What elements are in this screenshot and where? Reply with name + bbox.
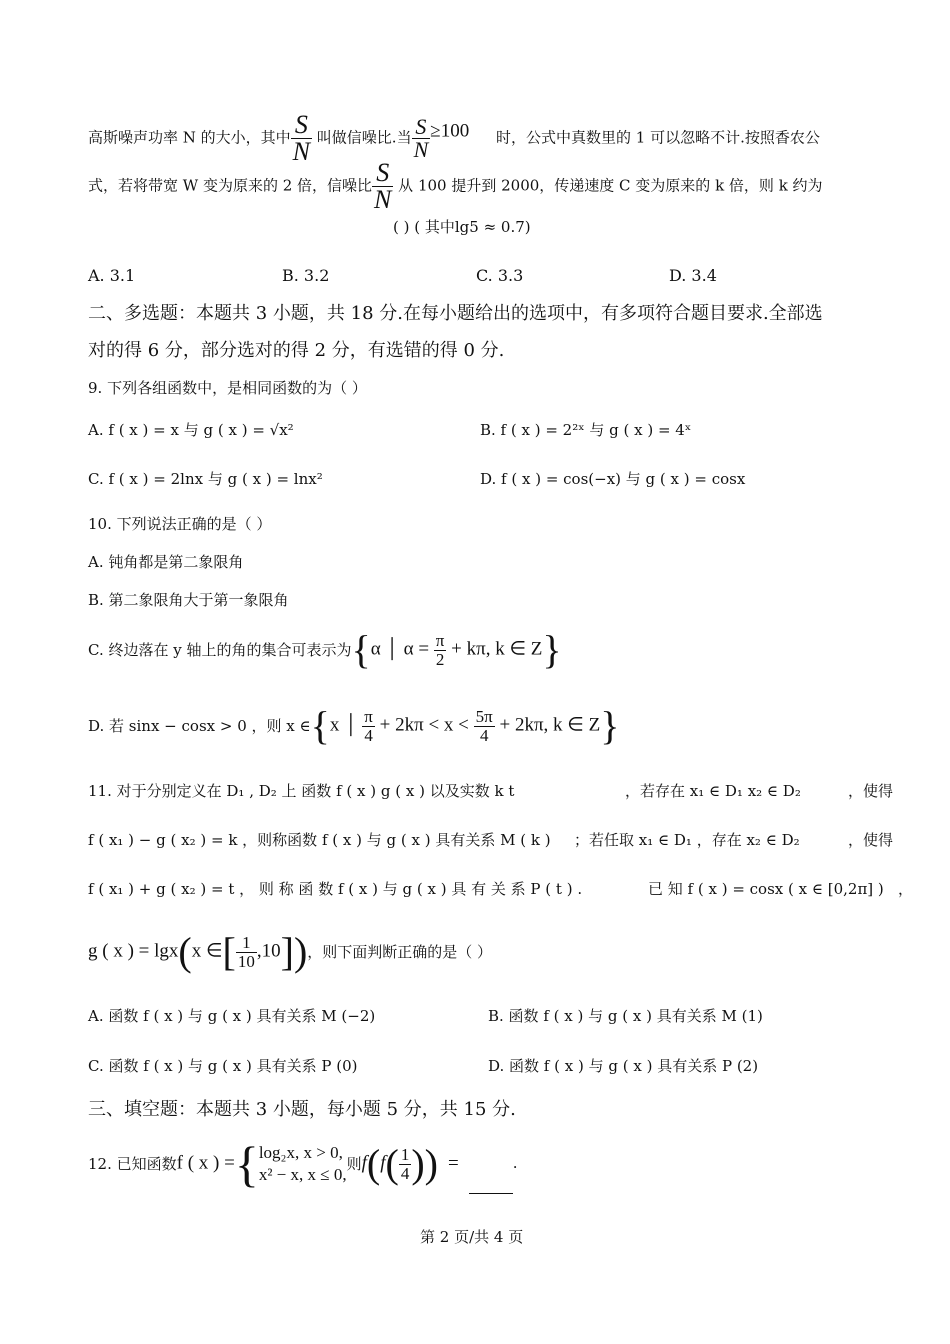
q8-line1: [88, 112, 820, 165]
q11-domain-end: ,10: [256, 940, 281, 962]
pi-over-4: $\frac{\pi}{4}$: [364, 706, 373, 745]
q11-option-b: B. 函数 f ( x ) 与 g ( x ) 具有关系 M (1): [488, 1007, 763, 1025]
q11-line3-a: f ( x₁ ) + g ( x₂ ) = t ， 则 称 函 数 f ( x ) 与 g ( x ) 具 有 关 系 P ( t ) .: [88, 880, 583, 898]
q10-d-mid: + 2kπ < x <: [374, 714, 474, 736]
q8-option-c: C. 3.3: [476, 266, 524, 285]
q12-end: .: [512, 1154, 518, 1172]
q12-case2: x² − x, x ≤ 0,: [258, 1165, 347, 1184]
snr-condition: ≥100: [430, 120, 470, 142]
q11-line1-c: ，使得: [848, 782, 894, 800]
section2-heading-line2: 对的得 6 分，部分选对的得 2 分，有选错的得 0 分.: [88, 340, 505, 361]
q11-line4-tail: ，则下面判断正确的是（ ）: [307, 943, 493, 961]
q9-option-c: C. f ( x ) = 2lnx 与 g ( x ) = lnx²: [88, 470, 323, 488]
q11-line2-b: ；若任取 x₁ ∈ D₁ ，存在 x₂ ∈ D₂: [574, 831, 800, 849]
q10-option-d: D. 若 sinx − cosx > 0 ，则 x ∈{x │ $\frac{\pi}{4}$ + 2kπ < x < $\frac{5\pi}{4}$ + 2kπ, k ∈ Z}: [88, 703, 620, 748]
q10-option-b: B. 第二象限角大于第一象限角: [88, 591, 289, 609]
q11-option-a: A. 函数 f ( x ) 与 g ( x ) 具有关系 M (−2): [88, 1007, 376, 1025]
q8-option-a: A. 3.1: [88, 266, 136, 285]
page-footer: 第 2 页/共 4 页: [420, 1228, 524, 1246]
q8-option-d: D. 3.4: [669, 266, 717, 285]
q10-option-c-text: C. 终边落在 y 轴上的角的集合可表示为: [88, 641, 352, 659]
q8-line3: ( ) ( 其中lg5 ≈ 0.7): [393, 218, 531, 236]
q8-line2-a: 式，若将带宽 W 变为原来的 2 倍，信噪比: [88, 176, 373, 195]
q8-line1-a: 高斯噪声功率 N 的大小，其中: [88, 128, 291, 147]
q11-option-c: C. 函数 f ( x ) 与 g ( x ) 具有关系 P (0): [88, 1057, 358, 1075]
q10-d-rest: + 2kπ, k ∈ Z: [494, 714, 601, 736]
snr-fraction: $\frac{S}{N}$: [292, 110, 311, 166]
q8-line1-b: 叫做信噪比.当: [316, 128, 412, 147]
q9-option-d: D. f ( x ) = cos(−x) 与 g ( x ) = cosx: [480, 470, 746, 488]
section3-heading: 三、填空题：本题共 3 小题，每小题 5 分，共 15 分.: [88, 1099, 516, 1120]
one-tenth: $\frac{1}{10}$: [237, 932, 255, 971]
snr-fraction-2: $\frac{S}{N}$: [413, 114, 429, 162]
q10-option-c: C. 终边落在 y 轴上的角的集合可表示为{α │ α = $\frac{\pi}{2}$ + kπ, k ∈ Z}: [88, 627, 562, 672]
snr-fraction-3: $\frac{S}{N}$: [374, 158, 392, 214]
q11-line3-c: ，: [898, 880, 914, 898]
q9-option-b: B. f ( x ) = 2²ˣ 与 g ( x ) = 4ˣ: [480, 421, 692, 439]
q10-option-a: A. 钝角都是第二象限角: [88, 553, 244, 571]
q12-answer-blank[interactable]: [469, 1179, 513, 1194]
q9-option-a: A. f ( x ) = x 与 g ( x ) = √x²: [88, 421, 294, 439]
q12-equals: =: [447, 1152, 459, 1174]
q12-stem: 12. 已知函数: [88, 1155, 177, 1173]
q11-option-d: D. 函数 f ( x ) 与 g ( x ) 具有关系 P (2): [488, 1057, 759, 1075]
q10-d-set: x │: [329, 714, 363, 736]
section2-heading-line1: 二、多选题：本题共 3 小题，共 18 分.在每小题给出的选项中，有多项符合题目要求.全部选: [88, 303, 823, 324]
q12-f-outer: f: [361, 1152, 367, 1174]
q11-line2-a: f ( x₁ ) − g ( x₂ ) = k ，则称函数 f ( x ) 与 g ( x ) 具有关系 M ( k ): [88, 831, 551, 849]
q11-g-def: g ( x ) = lgx: [88, 940, 179, 962]
q12-then: 则: [346, 1155, 362, 1173]
q11-line1-b: ，若存在 x₁ ∈ D₁ x₂ ∈ D₂: [625, 782, 801, 800]
q8-line1-c: 时，公式中真数里的 1 可以忽略不计.按照香农公: [495, 128, 820, 147]
q12-case1: log₂x, x > 0,: [258, 1142, 343, 1162]
q10-option-d-text: D. 若 sinx − cosx > 0 ，则 x ∈: [88, 717, 311, 735]
pi-over-2: $\frac{\pi}{2}$: [435, 630, 445, 669]
q12-f-inner: f: [380, 1152, 386, 1174]
q10-c-set-rest: + kπ, k ∈ Z: [446, 638, 543, 660]
five-pi-over-4: $\frac{5\pi}{4}$: [475, 706, 493, 745]
q11-line3-b: 已 知 f ( x ) = cosx ( x ∈ [0,2π] ): [648, 880, 884, 898]
q11-domain: x ∈: [191, 940, 223, 962]
q8-line2-b: 从 100 提升到 2000，传递速度 C 变为原来的 k 倍，则 k 约为: [398, 176, 823, 195]
q10-c-set: α │ α =: [370, 638, 434, 660]
q9-stem: 9. 下列各组函数中，是相同函数的为（ ）: [88, 379, 367, 397]
q8-line2: [88, 160, 823, 213]
q12-cases: [259, 1142, 347, 1186]
q11-line2-c: ，使得: [848, 831, 894, 849]
q12-line: 12. 已知函数f ( x ) ={ log₂x, x > 0, x² − x, x ≤ 0, 则f(f( $\frac{1}{4}$ )) = .: [88, 1136, 518, 1192]
one-quarter: $\frac{1}{4}$: [400, 1144, 410, 1183]
q10-stem: 10. 下列说法正确的是（ ）: [88, 515, 272, 533]
q11-line1-a: 11. 对于分别定义在 D₁ , D₂ 上 函数 f ( x ) g ( x ) 以及实数 k t: [88, 782, 515, 800]
q8-option-b: B. 3.2: [282, 266, 330, 285]
q11-line4: g ( x ) = lgx(x ∈[ $\frac{1}{10}$ ,10])，则下面判断正确的是（ ）: [88, 929, 493, 974]
q12-f-lhs: f ( x ) =: [176, 1152, 235, 1174]
